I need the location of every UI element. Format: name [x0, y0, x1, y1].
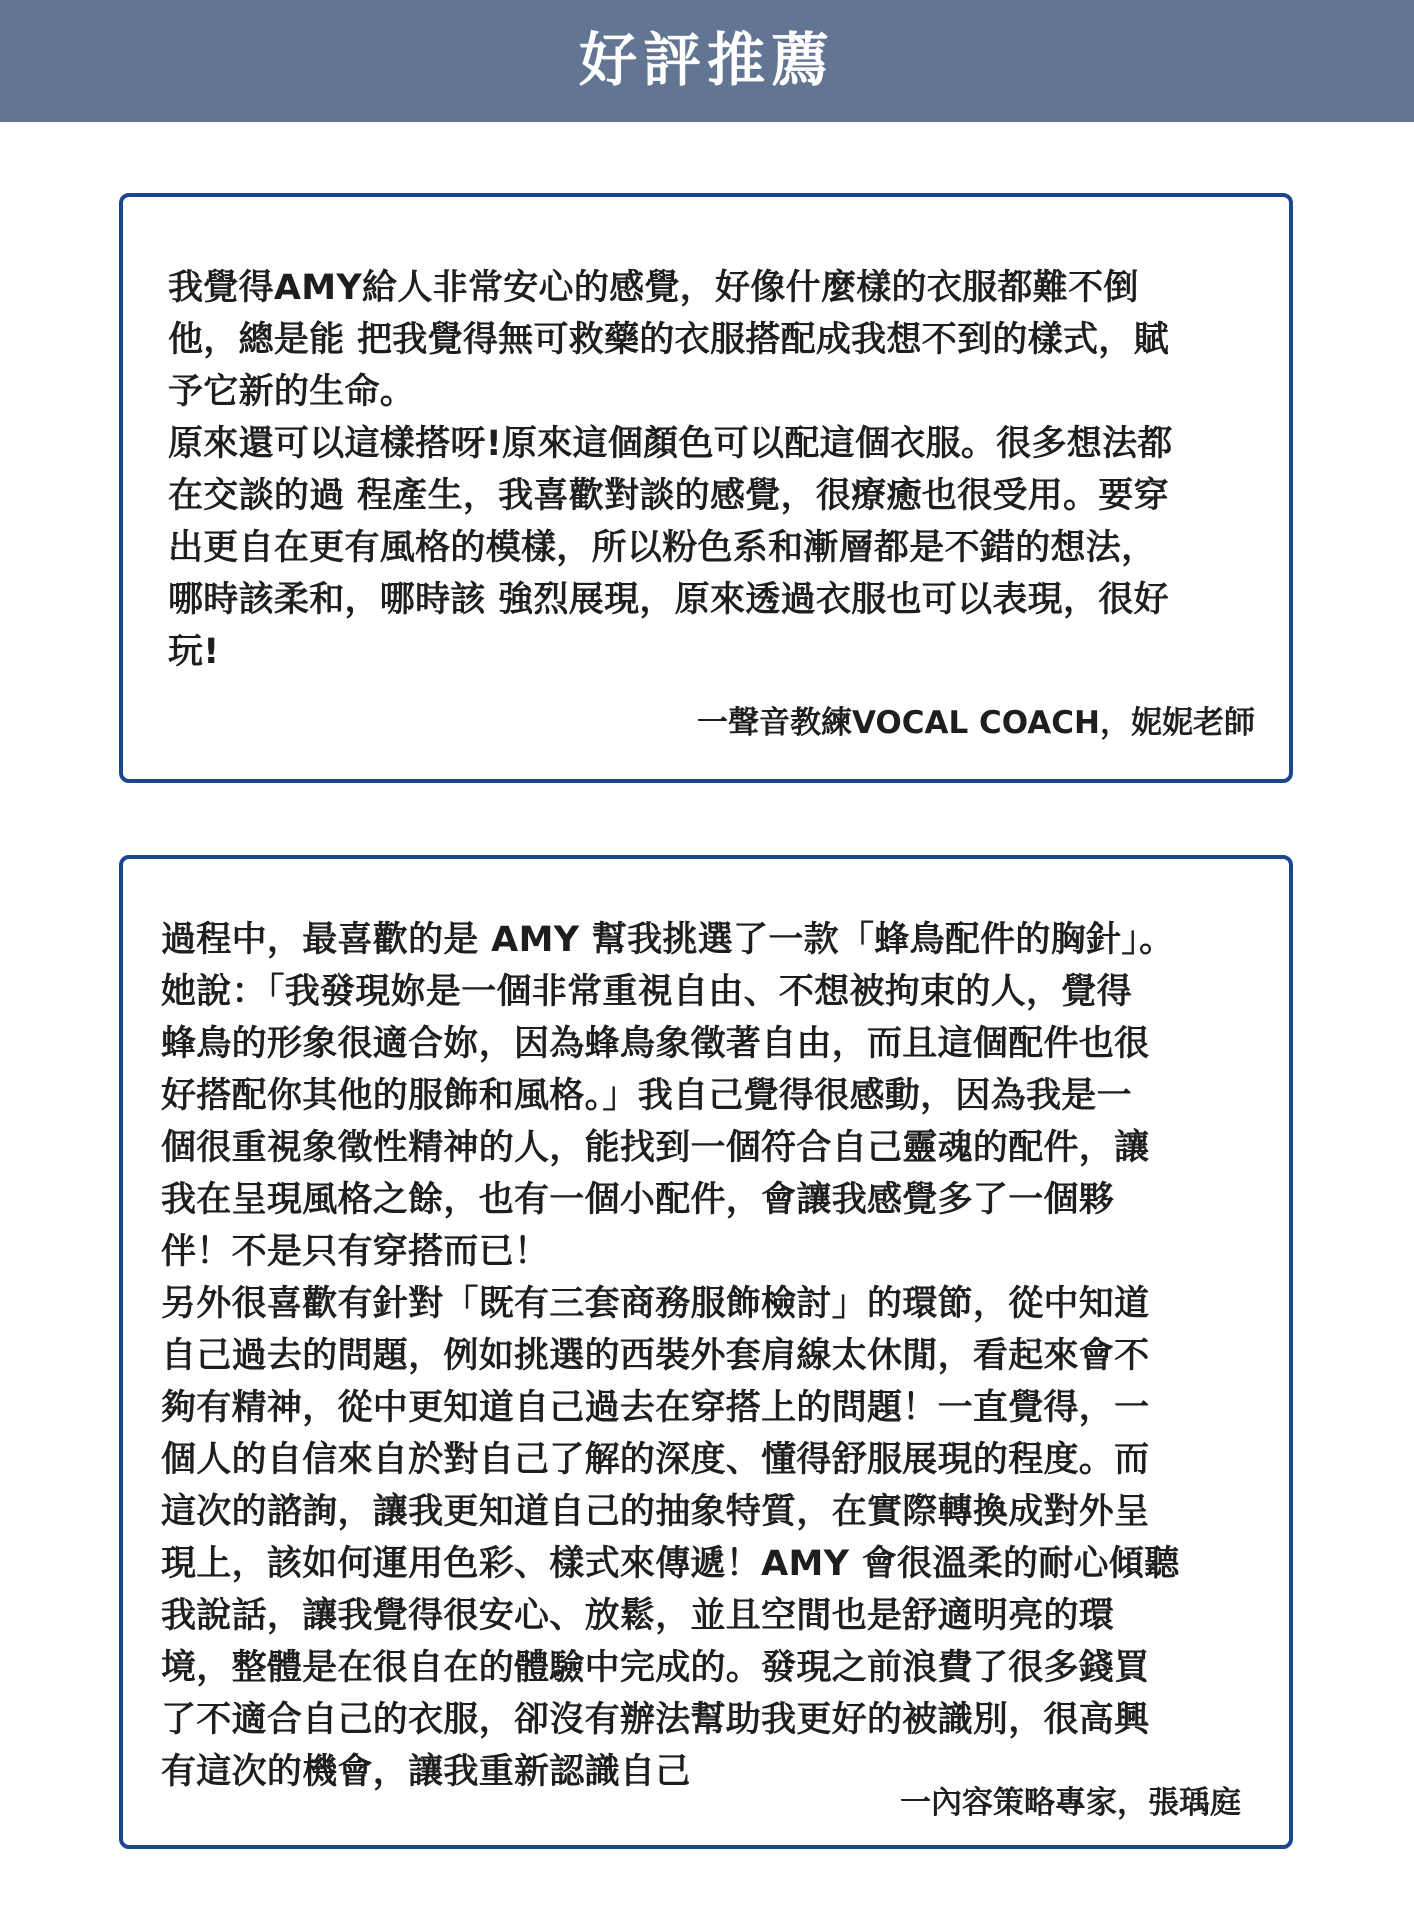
review-text: 過程中，最喜歡的是 AMY 幫我挑選了一款「蜂鳥配件的胸針」。 她說：「我發現妳是一個非常重視自由、不想被拘束的人，覺得 蜂鳥的形象很適合妳，因為蜂鳥象徵著自由，而且這個配件也很 好搭配你其他的服飾和風格。」我自己覺得很感動，因為我是一 個很重視象徵性精神的人，能找到一個符合自己靈魂的配件，讓 我在呈現風格之餘，也有一個小配件，會讓我感覺多了一個夥 伴！不是只有穿搭而已！ 另外很喜歡有針對「既有三套商務服飾檢討」的環節，從中知道 自己過去的問題，例如挑選的西裝外套肩線太休閒，看起來會不 夠有精神，從中更知道自己過去在穿搭上的問題！一直覺得，一 個人的自信來自於對自己了解的深度、懂得舒服展現的程度。而 這次的諮詢，讓我更知道自己的抽象特質，在實際轉換成對外呈 現上，該如何運用色彩、樣式來傳遞！AMY 會很溫柔的耐心傾聽 我說話，讓我覺得很安心、放鬆，並且空間也是舒適明亮的環 境，整體是在很自在的體驗中完成的。發現之前浪費了很多錢買 了不適合自己的衣服，卻沒有辦法幫助我更好的被識別，很高興 有這次的機會，讓我重新認識自己: [161, 920, 1180, 1792]
page-title: 好評推薦: [578, 26, 835, 94]
review-author: 一內容策略專家，張瑀庭: [900, 1785, 1241, 1821]
review-text: 我覺得AMY給人非常安心的感覺，好像什麼樣的衣服都難不倒 他，總是能 把我覺得無可救藥的衣服搭配成我想不到的樣式，賦 予它新的生命。 原來還可以這樣搭呀!原來這個顏色可以配這個衣服。很多想法都 在交談的過 程產生，我喜歡對談的感覺，很療癒也很受用。要穿 出更自在更有風格的模樣，所以粉色系和漸層都是不錯的想法， 哪時該柔和，哪時該 強烈展現，原來透過衣服也可以表現，很好 玩!: [168, 268, 1173, 672]
review-card: [119, 193, 1293, 783]
review-author: 一聲音教練VOCAL COACH，妮妮老師: [696, 705, 1255, 741]
header-banner: [0, 0, 1414, 122]
review-card: [119, 855, 1293, 1849]
